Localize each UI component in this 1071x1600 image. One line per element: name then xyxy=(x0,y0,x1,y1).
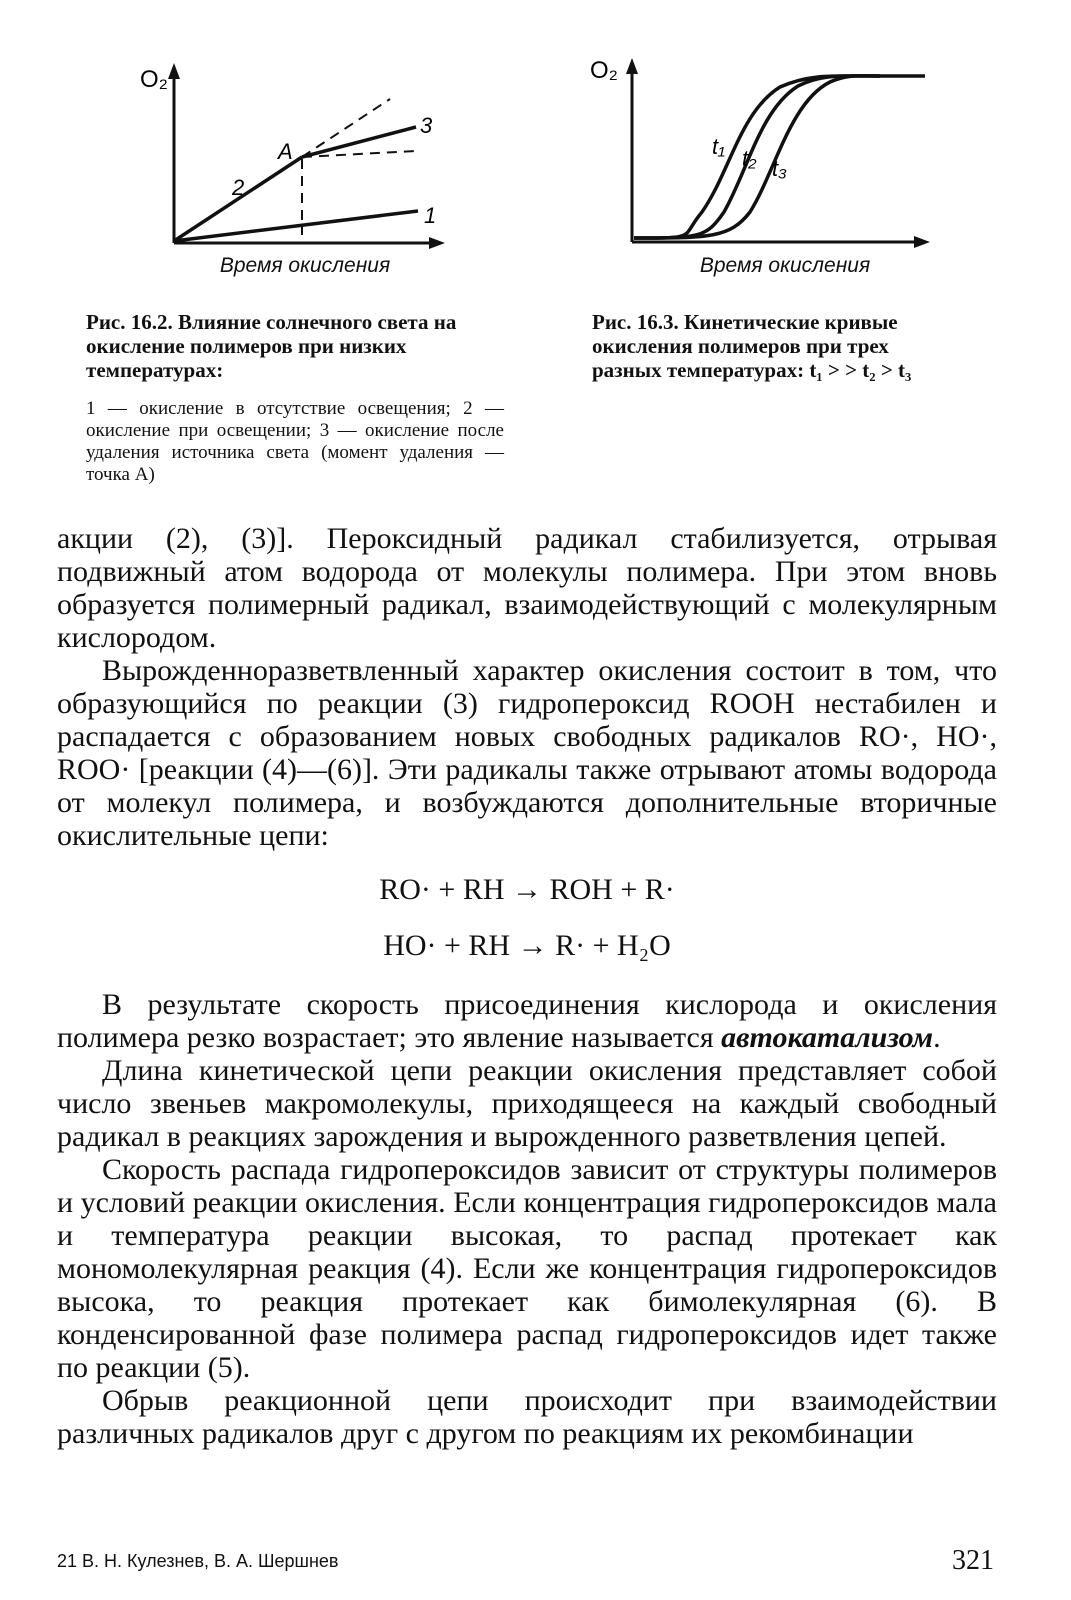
y-axis-label: O₂ xyxy=(140,66,168,93)
point-a-label: A xyxy=(278,139,293,164)
equation-1: RO· + RH → ROH + R· xyxy=(379,873,675,906)
paragraph-1: акции (2), (3)]. Пероксидный радикал стабилизуется, отрывая подвижный атом водорода от молекулы полимера. При этом вновь образуется полимерный радикал, взаимодействующий с молекулярным кислородом. xyxy=(57,522,997,654)
figure-16-3-x-label: Время окисления xyxy=(699,254,871,277)
curve-t3 xyxy=(634,76,880,238)
body-text xyxy=(57,522,997,1450)
figure-16-3-caption: Рис. 16.3. Кинетические кривые окисления полимеров при трех разных температурах: t₁ > > t₂ > t₃ xyxy=(592,310,912,382)
paragraph-3 xyxy=(57,988,997,1054)
curve-t2-label: t₂ xyxy=(742,146,757,171)
curve-t1-label: t₁ xyxy=(712,134,726,159)
paragraph-5: Скорость распада гидропероксидов зависит от структуры полимеров и условий реакции окисления. Если концентрация гидропероксидов мала и температура реакции высокая, то распад протекает как мономолекулярная реакция (4). Если же концентрация гидропероксидов высока, то реакция протекает как бимолекулярная (6). В конденсированной фазе полимера распад гидропероксидов идет также по реакции (5). xyxy=(57,1153,997,1384)
term-autocatalysis: автокатализом xyxy=(721,1021,934,1054)
curve-3-label: 3 xyxy=(420,113,433,138)
paragraph-4: Длина кинетической цепи реакции окисления представляет собой число звеньев макромолекулы, приходящееся на каждый свободный радикал в реакциях зарождения и вырожденного разветвления цепей. xyxy=(57,1054,997,1153)
y-axis-arrow xyxy=(168,63,180,79)
x-axis-arrow xyxy=(914,236,930,248)
figure-16-2-caption: Рис. 16.2. Влияние солнечного света на окисление полимеров при низких температурах: xyxy=(86,310,457,382)
paragraph-3-text: В результате скорость присоединения кислорода и окисления полимера резко возрастает; это явление называется xyxy=(57,988,997,1054)
paragraph-6: Обрыв реакционной цепи происходит при взаимодействии различных радикалов друг с другом по реакциям их рекомбинации xyxy=(57,1384,997,1450)
figure-16-2-plot xyxy=(140,55,460,285)
figure-16-2 xyxy=(140,55,460,285)
y-axis-label: O₂ xyxy=(590,57,618,84)
curve-1-label: 1 xyxy=(424,203,437,228)
curve-2-extrapolation xyxy=(302,99,390,157)
curve-t3-label: t₃ xyxy=(772,156,787,181)
equations xyxy=(57,870,997,966)
curve-3 xyxy=(302,127,416,157)
equation-2: HO· + RH → R· + H₂O xyxy=(383,929,671,962)
figure-16-3-plot xyxy=(590,52,940,262)
footer-signature: 21 В. Н. Кулезнев, В. А. Шершнев xyxy=(57,1551,339,1571)
paragraph-3-end: . xyxy=(933,1021,941,1054)
figure-16-3 xyxy=(590,52,940,262)
y-axis-arrow xyxy=(626,58,638,74)
page-number: 321 xyxy=(952,1545,994,1576)
paragraph-2: Вырожденноразветвленный характер окисления состоит в том, что образующийся по реакции (3) гидропероксид ROOH нестабилен и распадается с образованием новых свободных радикалов RO·, HO·, ROO· [реакции (4)—(6)]. Эти радикалы также отрывают атомы водорода от молекул полимера, и возбуждаются дополнительные вторичные окислительные цепи: xyxy=(57,654,997,852)
figure-16-2-legend: 1 — окисление в отсутствие освещения; 2 — окисление при освещении; 3 — окисление после удаления источника света (момент удаления — точка A) xyxy=(86,398,504,485)
x-axis-arrow xyxy=(429,237,445,249)
curve-2-label: 2 xyxy=(232,175,245,200)
curve-t2 xyxy=(634,76,880,238)
figure-16-2-x-label: Время окисления xyxy=(219,254,391,277)
